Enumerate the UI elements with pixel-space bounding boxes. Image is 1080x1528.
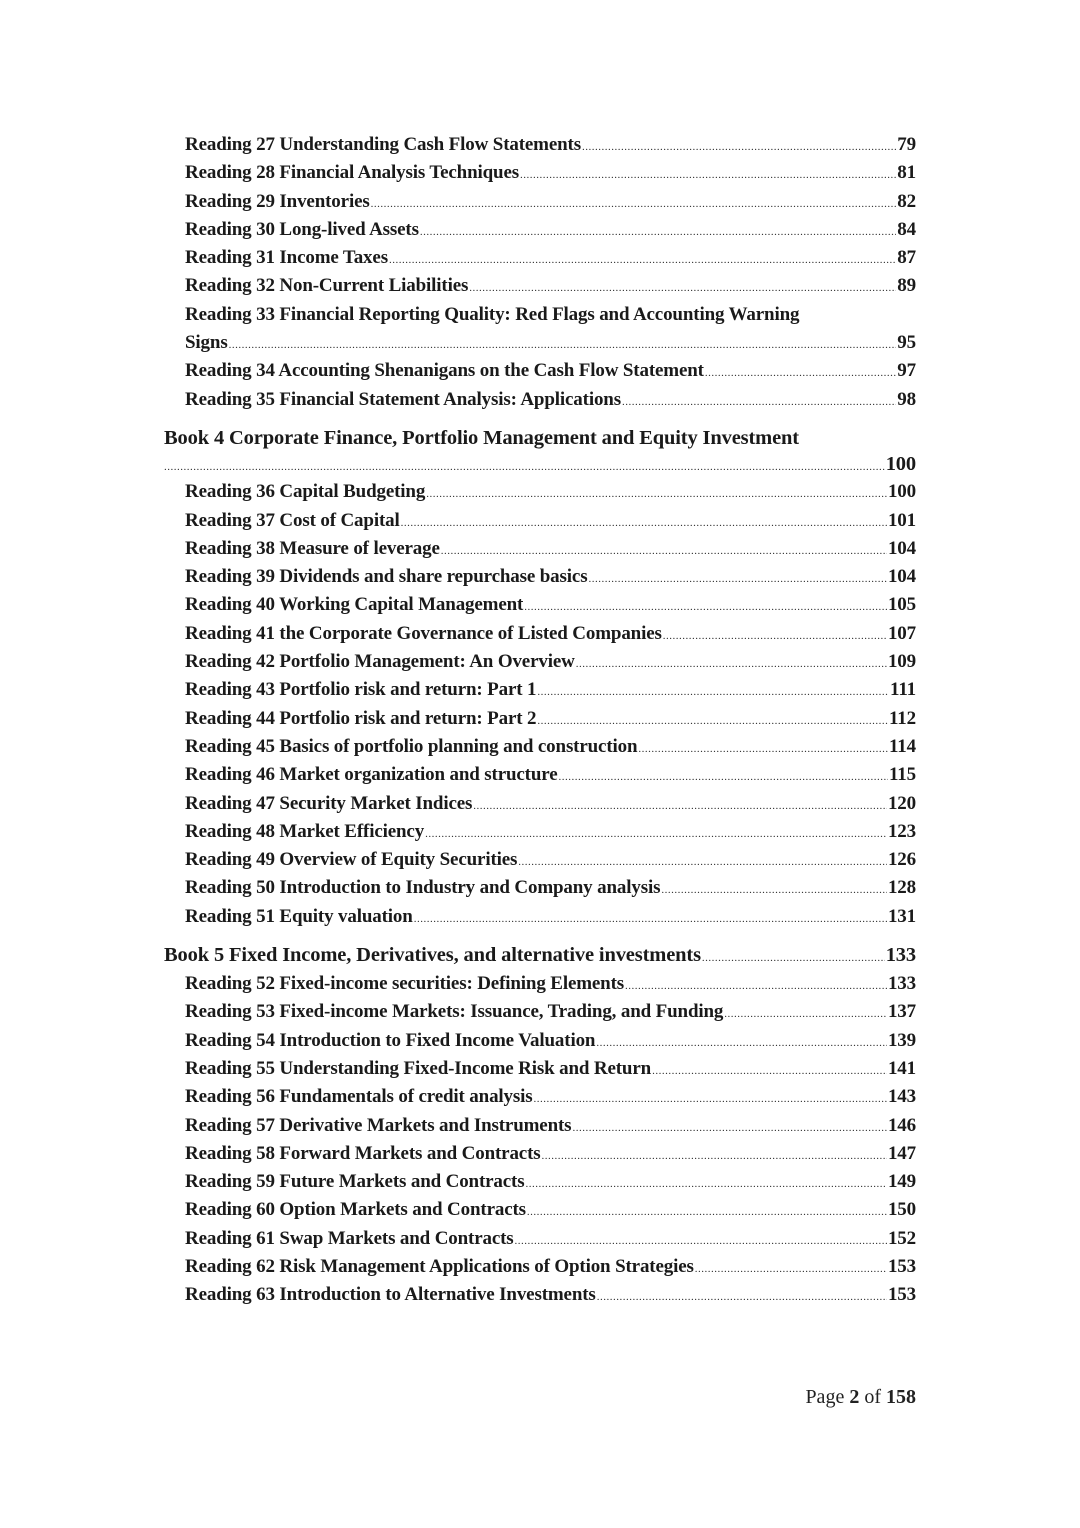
dot-leader [518,848,887,876]
toc-entry-line-2 [164,329,916,357]
toc-entry-page: 153 [887,1255,916,1277]
toc-entry-page: 105 [887,594,916,616]
dot-leader [661,876,887,904]
toc-entry-page: 89 [897,275,916,297]
dot-leader [597,1283,887,1311]
toc-entry-reading-45[interactable] [164,733,916,761]
toc-entry-reading-61[interactable] [164,1225,916,1253]
dot-leader [164,453,885,481]
toc-entry-reading-47[interactable] [164,790,916,818]
page-of-label: of [864,1386,881,1408]
toc-entry-reading-35[interactable] [164,386,916,414]
book-title: Book 4 Corporate Finance, Portfolio Management and Equity Investment [164,426,799,449]
toc-entry-label: Reading 40 Working Capital Management [185,594,524,616]
toc-entry-page: 112 [888,707,916,729]
toc-entry-page: 137 [887,1001,916,1023]
toc-entry-label: Reading 55 Understanding Fixed-Income Risk and Return [185,1057,652,1079]
dot-leader [622,388,896,416]
toc-entry-label: Reading 53 Fixed-income Markets: Issuance, Trading, and Funding [185,1001,724,1023]
toc-entry-page: 114 [888,735,916,757]
toc-entry-page: 141 [887,1057,916,1079]
toc-entry-page: 107 [887,622,916,644]
toc-entry-reading-29[interactable] [164,188,916,216]
toc-entry-page: 98 [897,388,916,410]
dot-leader [572,1114,887,1142]
toc-entry-reading-36[interactable] [164,478,916,506]
toc-entry-reading-51[interactable] [164,903,916,931]
toc-entry-page: 109 [887,651,916,673]
toc-entry-label-line-1: Reading 33 Financial Reporting Quality: Red Flags and Accounting Warning [185,303,800,325]
dot-leader [371,190,897,218]
page-footer [805,1386,916,1409]
toc-entry-page: 139 [887,1029,916,1051]
toc-entry-reading-58[interactable] [164,1140,916,1168]
dot-leader [652,1057,887,1085]
toc-entry-page: 150 [887,1199,916,1221]
dot-leader [534,1085,887,1113]
toc-entry-label: Reading 39 Dividends and share repurchase basics [185,566,588,588]
toc-entry-label: Reading 30 Long-lived Assets [185,218,419,240]
toc-entry-label: Reading 60 Option Markets and Contracts [185,1199,526,1221]
toc-entry-label: Reading 47 Security Market Indices [185,792,473,814]
dot-leader [229,331,897,359]
dot-leader [588,565,887,593]
toc-entry-reading-27[interactable] [164,131,916,159]
toc-entry-page: 153 [887,1284,916,1306]
page-prefix: Page [805,1386,845,1408]
dot-leader [542,1142,887,1170]
toc-entry-label-line-2: Signs [185,332,228,354]
toc-entry-page: 87 [897,247,916,269]
toc-entry-reading-28[interactable] [164,159,916,187]
toc-entry-label: Reading 45 Basics of portfolio planning and construction [185,735,638,757]
toc-entry-page: 79 [897,134,916,155]
toc-entry-page: 123 [887,820,916,842]
toc-entry-reading-40[interactable] [164,591,916,619]
toc-entry-label: Reading 49 Overview of Equity Securities [185,849,518,871]
toc-entry-page: 100 [887,481,916,503]
toc-entry-label: Reading 59 Future Markets and Contracts [185,1171,525,1193]
toc-entry-page: 133 [887,973,916,995]
toc-entry-reading-42[interactable] [164,648,916,676]
toc-entry-label: Reading 61 Swap Markets and Contracts [185,1227,514,1249]
toc-entry-reading-37[interactable] [164,507,916,535]
dot-leader [425,820,887,848]
book-page: 133 [885,944,916,967]
toc-entry-page: 84 [897,218,916,240]
toc-entry-reading-63[interactable] [164,1281,916,1309]
dot-leader [525,1170,886,1198]
toc-entry-label: Reading 43 Portfolio risk and return: Part 1 [185,679,537,701]
dot-leader [426,480,887,508]
dot-leader [576,650,887,678]
toc-entry-reading-31[interactable] [164,244,916,272]
toc-entry-reading-39[interactable] [164,563,916,591]
toc-entry-page: 81 [897,162,916,184]
dot-leader [705,359,896,387]
toc-entry-reading-60[interactable] [164,1196,916,1224]
toc-entry-reading-49[interactable] [164,846,916,874]
toc-entry-label: Reading 29 Inventories [185,190,370,212]
toc-entry-page: 104 [887,566,916,588]
toc-entry-reading-43[interactable] [164,676,916,704]
dot-leader [559,763,888,791]
toc-entry-label: Reading 52 Fixed-income securities: Defining Elements [185,973,625,995]
dot-leader [695,1255,887,1283]
dot-leader [420,218,896,246]
dot-leader [515,1227,887,1255]
toc-entry-reading-54[interactable] [164,1027,916,1055]
dot-leader [724,1000,887,1028]
toc-entry-reading-59[interactable] [164,1168,916,1196]
toc-entry-page: 97 [897,360,916,382]
toc-entry-page: 131 [887,905,916,927]
toc-entry-reading-33[interactable] [164,301,916,358]
toc-entry-label: Reading 57 Derivative Markets and Instruments [185,1114,572,1136]
toc-entry-page: 95 [897,332,916,354]
toc-entry-label: Reading 63 Introduction to Alternative Investments [185,1284,596,1306]
dot-leader [537,707,888,735]
toc-entry-label: Reading 42 Portfolio Management: An Overview [185,651,575,673]
dot-leader [625,972,887,1000]
toc-entry-page: 128 [887,877,916,899]
dot-leader [441,537,887,565]
dot-leader [520,161,896,189]
toc-entry-label: Reading 34 Accounting Shenanigans on the Cash Flow Statement [185,360,704,382]
table-of-contents [164,131,916,1310]
dot-leader [582,133,896,161]
current-page-number: 2 [849,1386,860,1408]
toc-entry-reading-50[interactable] [164,874,916,902]
dot-leader [596,1029,887,1057]
toc-entry-label: Reading 48 Market Efficiency [185,820,425,842]
toc-entry-label: Reading 36 Capital Budgeting [185,481,426,503]
toc-entry-reading-62[interactable] [164,1253,916,1281]
toc-entry-label: Reading 28 Financial Analysis Techniques [185,162,519,184]
toc-entry-label: Reading 37 Cost of Capital [185,509,400,531]
toc-entry-label: Reading 51 Equity valuation [185,905,413,927]
toc-entry-reading-41[interactable] [164,620,916,648]
toc-entry-reading-56[interactable] [164,1083,916,1111]
dot-leader [702,943,885,973]
toc-entry-label: Reading 38 Measure of leverage [185,537,440,559]
dot-leader [527,1198,887,1226]
dot-leader [401,509,887,537]
toc-entry-reading-53[interactable] [164,998,916,1026]
dot-leader [469,274,896,302]
toc-entry-page: 111 [890,679,916,701]
toc-entry-label: Reading 50 Introduction to Industry and Company analysis [185,877,661,899]
toc-entry-page: 115 [888,764,916,786]
dot-leader [638,735,888,763]
book-page: 100 [885,452,916,475]
toc-entry-book-4[interactable] [164,423,916,478]
dot-leader [414,905,887,933]
toc-entry-reading-34[interactable] [164,357,916,385]
toc-entry-page: 146 [887,1114,916,1136]
toc-entry-page: 126 [887,849,916,871]
total-pages: 158 [886,1386,916,1408]
book-title-leader-line [164,450,916,478]
toc-entry-page: 147 [887,1142,916,1164]
toc-entry-label: Reading 31 Income Taxes [185,247,388,269]
toc-entry-label: Reading 35 Financial Statement Analysis: Applications [185,388,621,410]
toc-entry-label: Reading 62 Risk Management Applications of Option Strategies [185,1255,694,1277]
toc-entry-page: 143 [887,1086,916,1108]
toc-entry-label: Reading 54 Introduction to Fixed Income Valuation [185,1029,596,1051]
toc-entry-page: 82 [897,190,916,212]
toc-entry-page: 120 [887,792,916,814]
toc-entry-reading-52[interactable] [164,970,916,998]
toc-entry-page: 101 [887,509,916,531]
dot-leader [524,593,887,621]
dot-leader [663,622,887,650]
toc-entry-reading-30[interactable] [164,216,916,244]
toc-entry-book-5[interactable] [164,940,916,970]
toc-entry-page: 104 [887,537,916,559]
dot-leader [473,792,887,820]
book-title: Book 5 Fixed Income, Derivatives, and alternative investments [164,944,701,967]
toc-entry-label: Reading 41 the Corporate Governance of Listed Companies [185,622,662,644]
toc-entry-label: Reading 56 Fundamentals of credit analysis [185,1086,533,1108]
toc-entry-label: Reading 44 Portfolio risk and return: Part 2 [185,707,537,729]
toc-entry-label: Reading 27 Understanding Cash Flow Statements [185,134,581,155]
toc-entry-reading-48[interactable] [164,818,916,846]
toc-entry-label: Reading 58 Forward Markets and Contracts [185,1142,541,1164]
toc-entry-reading-46[interactable] [164,761,916,789]
toc-entry-reading-38[interactable] [164,535,916,563]
toc-entry-reading-57[interactable] [164,1112,916,1140]
toc-entry-reading-44[interactable] [164,705,916,733]
toc-entry-label: Reading 46 Market organization and structure [185,764,558,786]
toc-entry-label: Reading 32 Non-Current Liabilities [185,275,469,297]
toc-entry-reading-32[interactable] [164,272,916,300]
toc-entry-page: 149 [887,1171,916,1193]
dot-leader [537,678,889,706]
toc-entry-page: 152 [887,1227,916,1249]
toc-entry-reading-55[interactable] [164,1055,916,1083]
dot-leader [389,246,896,274]
